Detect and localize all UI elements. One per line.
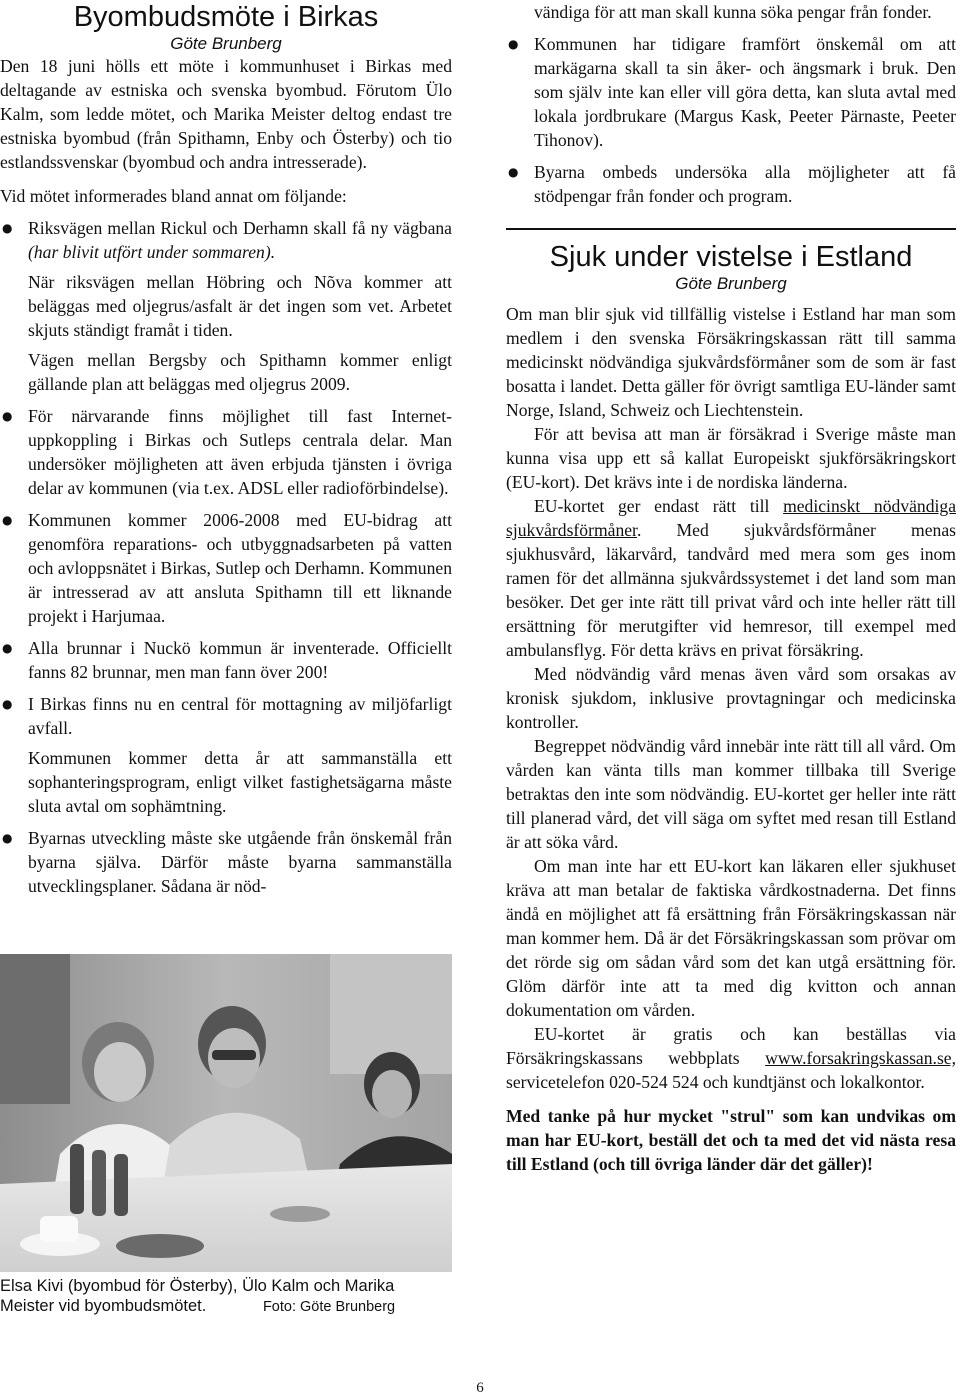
bullet-text: För närvarande finns möjlighet till fast Internet-uppkoppling i Birkas och Sutleps centrala delar. Man undersöker möjligheten att även erbjuda tjänsten i övriga delar av kommunen (via t.ex. ADSL eller radioförbindelse). [28, 406, 452, 498]
meeting-points-list [0, 404, 452, 740]
left-column [0, 0, 452, 898]
list-item [0, 636, 452, 684]
bullet-text: Riksvägen mellan Rickul och Derhamn skall få ny vägbana [28, 218, 452, 238]
caption-text: Elsa Kivi (byombud för Österby), Ülo Kalm och Marika Meister vid byombudsmötet. [0, 1277, 395, 1315]
list-item [506, 160, 956, 208]
lead-paragraph: Vid mötet informerades bland annat om följande: [0, 186, 347, 206]
paragraph-text: . Med sjukvårdsförmåner menas sjukhusvård, läkarvård, tandvård med mera som ges inom ramen för det allmänna sjukvårdssystemet i det land som man besöker. Det ger inte rätt till privat vård och inte heller rätt till ersättning för merutgifter vid hemresor, till exempel med ambulansflyg. För detta krävs en privat försäkring. [506, 520, 956, 660]
meeting-photo [0, 954, 452, 1272]
bullet-text: Kommunen har tidigare framfört önskemål om att markägarna skall ta sin åker- och ängsmark i bruk. Den som själv inte kan eller vill göra detta, kan sluta avtal med lokala jordbrukare (Margus Kask, Peeter Pärnaste, Peeter Tihonov). [534, 34, 956, 150]
section-divider [506, 228, 956, 230]
photo-caption [0, 1276, 452, 1317]
page-number: 6 [476, 1380, 484, 1396]
underlined-term: medicinskt nödvändiga sjukvårdsförmåner [506, 496, 957, 540]
paragraph-text: EU-kortet är gratis och kan beställas via Försäkringskassans webbplats [506, 1024, 956, 1068]
article-title-byombudsmote: Byombudsmöte i Birkas [73, 1, 379, 33]
bullet-note: (har blivit utfört under sommaren). [28, 242, 276, 262]
intro-paragraph: Den 18 juni hölls ett möte i kommunhuset i Birkas med deltagande av estniska och svenska byombud. Förutom Ülo Kalm, som ledde mötet, och Marika Meister deltog endast tre estniska byombud (från Spithamn, Enby och Österby) och tio estlandssvenskar (byombud och andra intresserade). [0, 56, 452, 172]
bullet-text: Kommunen kommer 2006-2008 med EU-bidrag att genomföra reparations- och utbyggnadsarbeten på vatten och avloppsnätet i Birkas, Sutlep och Derhamn. Kommunen är intresserad av att ansluta Spithamn till ett liknande projekt i Harjumaa. [28, 510, 452, 626]
bullet-icon: ● [2, 831, 13, 845]
byline-left: Göte Brunberg [170, 34, 282, 53]
bullet-text: Alla brunnar i Nuckö kommun är inventerade. Officiellt fanns 82 brunnar, men man fann över 200! [28, 638, 452, 682]
article-paragraph: För att bevisa att man är försäkrad i Sverige måste man kunna visa upp ett så kallat Europeiskt sjukförsäkringskort (EU-kort). Det krävs inte i de nordiska länderna. [506, 424, 956, 492]
bullet-icon: ● [2, 641, 13, 655]
bullet-icon: ● [508, 37, 519, 51]
bullet-subparagraph: Vägen mellan Bergsby och Spithamn kommer enligt gällande plan att beläggas med oljegrus 2009. [28, 350, 452, 394]
website-link[interactable]: www.forsakringskassan.se, [765, 1048, 956, 1068]
meeting-photo-image [0, 954, 452, 1272]
list-item [506, 32, 956, 152]
paragraph-text: EU-kortet ger endast rätt till [534, 496, 784, 516]
article-paragraph [506, 494, 956, 662]
continued-text: vändiga för att man skall kunna söka pengar från fonder. [534, 2, 932, 22]
paragraph-text: servicetelefon 020-524 524 och kundtjänst och lokalkontor. [506, 1072, 925, 1092]
bullet-text: I Birkas finns nu en central för mottagning av miljöfarligt avfall. [28, 694, 452, 738]
article-paragraph: Med nödvändig vård menas även vård som orsakas av kronisk sjukdom, inklusive provtagningar och medicinska kontroller. [506, 664, 956, 732]
article-paragraph: Om man blir sjuk vid tillfällig vistelse i Estland har man som medlem i den svenska Försäkringskassan rätt till samma medicinskt nödvändiga sjukvårdsförmåner som de som är fast bosatta i landet. Detta gäller för övrigt samtliga EU-länder samt Norge, Island, Schweiz och Liechtenstein. [506, 304, 956, 420]
closing-paragraph: Med tanke på hur mycket "strul" som kan undvikas om man har EU-kort, beställ det och ta med det vid nästa resa till Estland (och till övriga länder där det gäller)! [506, 1106, 956, 1174]
bullet-text: Byarnas utveckling måste ske utgående från önskemål från byarna själva. Därför måste byarna sammanställa utvecklingsplaner. Sådana är nöd- [28, 828, 452, 896]
meeting-points-list [0, 826, 452, 898]
bullet-subparagraph: Kommunen kommer detta år att sammanställa ett sophanteringsprogram, enligt vilket fastighetsägarna måste sluta avtal om sophämtning. [28, 748, 452, 816]
bullet-icon: ● [2, 409, 13, 423]
bullet-icon: ● [2, 513, 13, 527]
list-item [0, 508, 452, 628]
article-paragraph [506, 1022, 956, 1094]
bullet-icon: ● [508, 165, 519, 179]
right-column [506, 0, 956, 1176]
list-item [0, 216, 452, 264]
byline-right: Göte Brunberg [675, 274, 787, 293]
meeting-points-list [0, 216, 452, 264]
article-title-sjuk: Sjuk under vistelse i Estland [549, 241, 913, 273]
list-item [0, 404, 452, 500]
bullet-icon: ● [2, 221, 13, 235]
list-item [0, 692, 452, 740]
meeting-points-list-continued [506, 32, 956, 208]
bullet-subparagraph: När riksvägen mellan Höbring och Nõva kommer att beläggas med oljegrus/asfalt är det ingen som vet. Arbetet skjuts ständigt framåt i tiden. [28, 272, 452, 340]
list-item [0, 826, 452, 898]
bullet-text: Byarna ombeds undersöka alla möjligheter att få stödpengar från fonder och program. [534, 162, 956, 206]
article-paragraph: Begreppet nödvändig vård innebär inte rätt till all vård. Om vården kan vänta tills man kommer tillbaka till Sverige betraktas den inte som nödvändig. EU-kortet ger heller inte rätt till planerad vård, det vill säga om syftet med resan till Estland är att söka vård. [506, 736, 956, 852]
article-paragraph: Om man inte har ett EU-kort kan läkaren eller sjukhuset kräva att man betalar de faktiska vårdkostnaderna. Det finns ändå en möjlighet att få ersättning från Försäkringskassan när man kommer hem. Då är det Försäkringskassan som prövar om det rörde sig om sådan vård som det kan utgå ersättning för. Glöm därför inte att ta med dig kvitton och annan dokumentation om vården. [506, 856, 956, 1020]
photo-credit: Foto: Göte Brunberg [262, 1299, 396, 1315]
bullet-icon: ● [2, 697, 13, 711]
